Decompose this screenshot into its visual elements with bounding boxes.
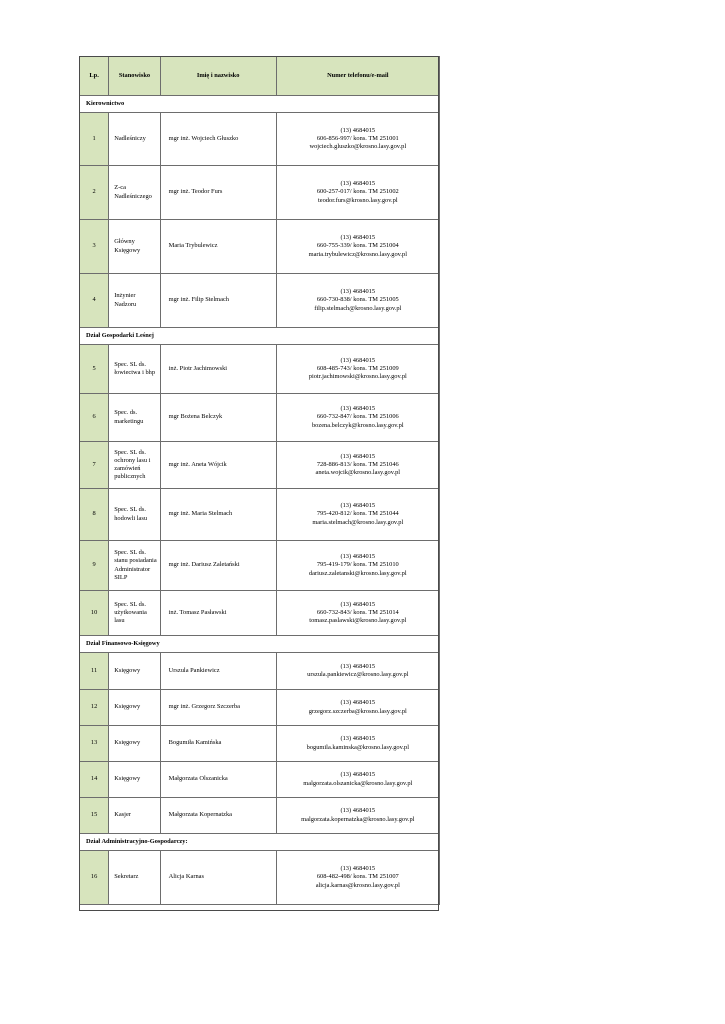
position-cell: Spec. SL ds. stanu posiadania Administrator SILP [109, 541, 160, 591]
email-text[interactable]: maria.stelmach@krosno.lasy.gov.pl [312, 518, 404, 526]
table-row [80, 345, 440, 394]
contact-cell [276, 442, 439, 489]
table-body [80, 96, 440, 905]
table-row [80, 726, 440, 762]
phone-text: (13) 4684015 [340, 553, 376, 561]
table-row [80, 762, 440, 798]
table-row [80, 394, 440, 442]
table-row [80, 591, 440, 636]
table-row [80, 690, 440, 726]
name-cell: inż. Tomasz Pasławski [160, 591, 276, 636]
row-number: 6 [80, 394, 109, 442]
email-text[interactable]: urszula.pankiewicz@krosno.lasy.gov.pl [307, 671, 409, 678]
phone-text: (13) 4684015 [340, 600, 376, 608]
phone-text: 728-886-813/ kons. TM 251046 [316, 460, 399, 468]
position-cell: Spec. SL ds. hodowli lasu [109, 489, 160, 541]
table-row [80, 442, 440, 489]
name-cell: Maria Trybulewicz [160, 220, 276, 274]
row-number: 4 [80, 274, 109, 328]
name-cell: mgr inż. Wojciech Głuszko [160, 113, 276, 166]
name-cell: Bogumiła Kamińska [160, 726, 276, 762]
position-cell: Spec. ds. marketingu [109, 394, 160, 442]
phone-text: (13) 4684015 [340, 865, 376, 873]
phone-text: (13) 4684015 [340, 356, 376, 364]
contact-cell [276, 166, 439, 220]
phone-text: 608-482-498/ kons. TM 251007 [316, 873, 399, 881]
phone-text: 660-732-847/ kons. TM 251006 [316, 413, 399, 421]
phone-text: (13) 4684015 [340, 735, 376, 743]
contact-cell [276, 394, 439, 442]
email-text[interactable]: wojciech.gluszko@krosno.lasy.gov.pl [309, 143, 407, 151]
email-text[interactable]: malgorzata.kopernatzka@krosno.lasy.gov.pl [301, 815, 415, 823]
phone-text: (13) 4684015 [340, 180, 376, 188]
phone-text: 795-420-812/ kons. TM 251044 [316, 510, 399, 518]
name-cell: mgr inż. Maria Stelmach [160, 489, 276, 541]
section-header-row [80, 96, 440, 113]
section-header-row [80, 328, 440, 345]
row-number: 1 [80, 113, 109, 166]
row-number: 16 [80, 851, 109, 905]
section-title: Kierownictwo [80, 96, 440, 113]
position-cell: Sekretarz [109, 851, 160, 905]
phone-text: 660-732-843/ kons. TM 251014 [316, 608, 399, 616]
header-position: Stanowisko [109, 57, 160, 96]
header-contact: Numer telefonu/e-mail [276, 57, 439, 96]
row-number: 14 [80, 762, 109, 798]
row-number: 7 [80, 442, 109, 489]
section-title: Dział Gospodarki Leśnej [80, 328, 440, 345]
email-text[interactable]: dariusz.zaletanski@krosno.lasy.gov.pl [308, 569, 407, 577]
phone-text: (13) 4684015 [340, 452, 376, 460]
table-header-row [80, 57, 440, 96]
contact-cell [276, 274, 439, 328]
row-number: 11 [80, 653, 109, 690]
row-number: 3 [80, 220, 109, 274]
section-title: Dział Finansowo-Księgowy [80, 636, 440, 653]
contact-cell [276, 345, 439, 394]
header-lp: Lp. [80, 57, 109, 96]
name-cell: mgr inż. Grzegorz Szczerba [160, 690, 276, 726]
email-text[interactable]: teodor.furs@krosno.lasy.gov.pl [318, 196, 398, 204]
position-cell: Nadleśniczy [109, 113, 160, 166]
phone-text: (13) 4684015 [340, 699, 376, 707]
position-cell: Z-ca Nadleśniczego [109, 166, 160, 220]
contact-cell [276, 220, 439, 274]
table-row [80, 113, 440, 166]
phone-text: 660-755-339/ kons. TM 251004 [316, 242, 399, 250]
position-cell: Inżynier Nadzoru [109, 274, 160, 328]
row-number: 8 [80, 489, 109, 541]
phone-text: (13) 4684015 [340, 234, 376, 242]
name-cell: mgr inż. Aneta Wójcik [160, 442, 276, 489]
position-cell: Kasjer [109, 798, 160, 834]
phone-text: (13) 4684015 [340, 502, 376, 510]
contact-cell [276, 762, 439, 798]
row-number: 2 [80, 166, 109, 220]
contact-cell [276, 726, 439, 762]
row-number: 12 [80, 690, 109, 726]
position-cell: Spec. SL ds. ochrony lasu i zamówień publicznych [109, 442, 160, 489]
table-row [80, 166, 440, 220]
phone-text: (13) 4684015 [340, 807, 376, 815]
row-number: 13 [80, 726, 109, 762]
email-text[interactable]: grzegorz.szczerba@krosno.lasy.gov.pl [308, 707, 407, 715]
position-cell: Księgowy [109, 762, 160, 798]
position-cell: Spec. SL ds. łowiectwa i bhp [109, 345, 160, 394]
email-text[interactable]: piotr.jachimowski@krosno.lasy.gov.pl [308, 373, 407, 381]
email-text[interactable]: malgorzata.olszanicka@krosno.lasy.gov.pl [303, 779, 413, 787]
row-number: 10 [80, 591, 109, 636]
phone-text: (13) 4684015 [340, 126, 376, 134]
table-row [80, 541, 440, 591]
contact-cell [276, 113, 439, 166]
email-text[interactable]: maria.trybulewicz@krosno.lasy.gov.pl [308, 250, 407, 258]
phone-text: (13) 4684015 [340, 662, 376, 670]
name-cell: Alicja Karnas [160, 851, 276, 905]
table-row [80, 798, 440, 834]
name-cell: mgr inż. Filip Stelmach [160, 274, 276, 328]
name-cell: mgr Bożena Belczyk [160, 394, 276, 442]
section-header-row [80, 834, 440, 851]
name-cell: inż. Piotr Jachimowski [160, 345, 276, 394]
staff-contact-table [79, 56, 440, 905]
table-row [80, 274, 440, 328]
phone-text: (13) 4684015 [340, 288, 376, 296]
section-title: Dział Administracyjno-Gospodarczy: [80, 834, 440, 851]
contact-cell [276, 798, 439, 834]
name-cell: Małgorzata Olszanicka [160, 762, 276, 798]
phone-text: 660-730-838/ kons. TM 251005 [316, 296, 399, 304]
phone-text: (13) 4684015 [340, 771, 376, 779]
position-cell: Księgowy [109, 726, 160, 762]
phone-text: 795-419-179/ kons. TM 251010 [316, 561, 399, 569]
row-number: 5 [80, 345, 109, 394]
position-cell: Księgowy [109, 653, 160, 690]
contact-cell [276, 591, 439, 636]
row-number: 9 [80, 541, 109, 591]
position-cell: Główny Księgowy [109, 220, 160, 274]
email-text[interactable]: alicja.karnas@krosno.lasy.gov.pl [315, 881, 400, 889]
name-cell: Urszula Pankiewicz [160, 653, 276, 690]
email-text[interactable]: aneta.wojcik@krosno.lasy.gov.pl [315, 469, 401, 477]
header-name: Imię i nazwisko [160, 57, 276, 96]
section-header-row [80, 636, 440, 653]
row-number: 15 [80, 798, 109, 834]
email-text[interactable]: tomasz.paslawski@krosno.lasy.gov.pl [309, 617, 407, 625]
contact-cell [276, 489, 439, 541]
contact-cell [276, 851, 439, 905]
email-text[interactable]: bogumila.kaminska@krosno.lasy.gov.pl [306, 743, 409, 751]
name-cell: mgr inż. Dariusz Zaletański [160, 541, 276, 591]
table-row [80, 220, 440, 274]
phone-text: 606-856-997/ kons. TM 251001 [316, 134, 399, 142]
contact-cell [276, 690, 439, 726]
email-text[interactable]: filip.stelmach@krosno.lasy.gov.pl [314, 304, 402, 312]
contact-cell [276, 541, 439, 591]
position-cell: Spec. SL ds. użytkowania lasu [109, 591, 160, 636]
name-cell: Małgorzata Kopernatzka [160, 798, 276, 834]
contact-cell [276, 653, 439, 690]
phone-text: (13) 4684015 [340, 405, 376, 413]
table-row [80, 489, 440, 541]
phone-text: 608-485-743/ kons. TM 251009 [316, 364, 399, 372]
table-row [80, 851, 440, 905]
phone-text: 600-257-017/ kons. TM 251002 [316, 188, 399, 196]
table-row [80, 653, 440, 690]
email-text[interactable]: bozena.belczyk@krosno.lasy.gov.pl [311, 421, 404, 429]
position-cell: Księgowy [109, 690, 160, 726]
name-cell: mgr inż. Teodor Furs [160, 166, 276, 220]
